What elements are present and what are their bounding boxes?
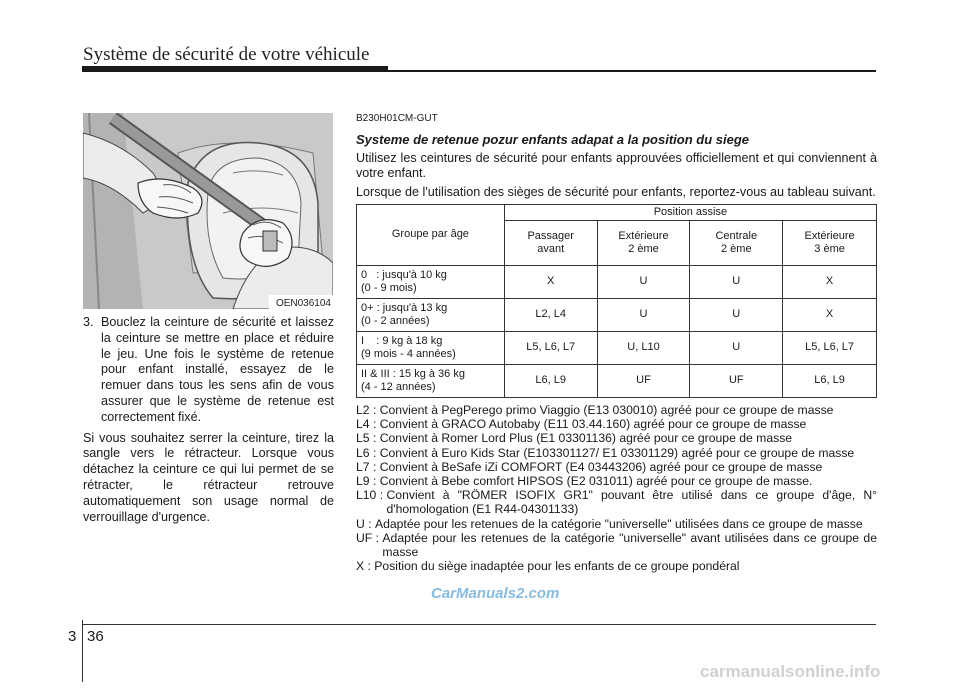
watermark-carmanuals: CarManuals2.com — [431, 585, 560, 602]
section-subtitle: Systeme de retenue pozur enfants adapat a la position du siege — [356, 131, 749, 147]
note-item: UF : Adaptée pour les retenues de la catégorie "universelle" avant utilisées dans ce groupe de masse — [356, 530, 877, 560]
table-cell: L5, L6, L7 — [783, 331, 877, 364]
table-cell: X — [783, 265, 877, 298]
figure-code: OEN036104 — [275, 298, 331, 309]
age-group-header: Groupe par âge — [357, 204, 505, 265]
table-cell: U, L10 — [597, 331, 690, 364]
intro-paragraph-1: Utilisez les ceintures de sécurité pour enfants approuvées officiellement et qui conviennent à votre enfant. — [356, 150, 877, 181]
footer-vertical-rule — [82, 620, 83, 682]
table-row — [357, 265, 877, 298]
chapter-number: 3 — [68, 628, 77, 645]
table-cell: U — [597, 298, 690, 331]
watermark-site: carmanualsonline.info — [700, 662, 881, 681]
instruction-step — [83, 315, 334, 426]
right-column — [356, 111, 877, 573]
header-rule-thin — [82, 70, 876, 72]
page-number: 36 — [87, 628, 104, 645]
note-item: L2 : Convient à PegPerego primo Viaggio (E13 030010) agréé pour ce groupe de masse — [356, 402, 834, 417]
table-row — [357, 298, 877, 331]
intro-paragraph-2: Lorsque de l'utilisation des sièges de sécurité pour enfants, reportez-vous au tableau suivant. — [356, 185, 876, 200]
row-label: I : 9 kg à 18 kg (9 mois - 4 années) — [357, 331, 505, 364]
seat-position-table — [356, 204, 877, 398]
table-cell: L6, L9 — [504, 364, 597, 397]
table-cell: U — [690, 265, 783, 298]
table-cell: L2, L4 — [504, 298, 597, 331]
note-item: L9 : Convient à Bebe comfort HIPSOS (E2 031011) agréé pour ce groupe de masse. — [356, 474, 813, 488]
table-cell: UF — [597, 364, 690, 397]
left-column — [83, 315, 334, 525]
table-row — [357, 331, 877, 364]
seating-position-header: Position assise — [504, 204, 876, 220]
note-item: L6 : Convient à Euro Kids Star (E103301127/ E1 03301129) agréé pour ce groupe de masse — [356, 445, 855, 460]
child-seat-illustration — [83, 113, 333, 309]
table-cell: X — [783, 298, 877, 331]
note-item: L5 : Convient à Romer Lord Plus (E1 03301136) agréé pour ce groupe de masse — [356, 431, 793, 446]
note-item: L4 : Convient à GRACO Autobaby (E11 03.44.160) agréé pour ce groupe de masse — [356, 417, 807, 432]
table-cell: U — [690, 298, 783, 331]
row-label: 0 : jusqu'à 10 kg (0 - 9 mois) — [357, 265, 505, 298]
note-item: U : Adaptée pour les retenues de la catégorie "universelle" utilisées dans ce groupe de masse — [356, 516, 863, 531]
column-header-front-passenger: Passager avant — [504, 220, 597, 265]
note-item: X : Position du siège inadaptée pour les enfants de ce groupe pondéral — [356, 559, 740, 574]
table-cell: U — [690, 331, 783, 364]
column-header-3rd-outer: Extérieure 3 ème — [783, 220, 877, 265]
note-item: L7 : Convient à BeSafe iZi COMFORT (E4 03443206) agréé pour ce groupe de masse — [356, 459, 823, 474]
column-header-2nd-center: Centrale 2 ème — [690, 220, 783, 265]
footer-horizontal-rule — [82, 624, 876, 625]
table-cell: L6, L9 — [783, 364, 877, 397]
row-label: II & III : 15 kg à 36 kg (4 - 12 années) — [357, 364, 505, 397]
table-row — [357, 364, 877, 397]
table-cell: L5, L6, L7 — [504, 331, 597, 364]
row-label: 0+ : jusqu'à 13 kg (0 - 2 années) — [357, 298, 505, 331]
section-code: B230H01CM-GUT — [356, 113, 438, 124]
table-notes — [356, 403, 877, 573]
step-number: 3. — [83, 315, 94, 329]
column-header-2nd-outer: Extérieure 2 ème — [597, 220, 690, 265]
table-cell: X — [504, 265, 597, 298]
step-text: Bouclez la ceinture de sécurité et laissez la ceinture se mettre en place et réduire le jeu. Une fois le système de retenue pour enfant installé, essayez de le remuer dans tous les sens afin de vous assurer que le système de retenue est correctement fixé. — [101, 315, 334, 424]
table-cell: UF — [690, 364, 783, 397]
belt-tightening-paragraph: Si vous souhaitez serrer la ceinture, tirez la sangle vers le rétracteur. Lorsque vous détachez la ceinture ce qui lui permet de se rétracter, le rétracteur retrouve automatiquement son usage normal de verrouillage d'urgence. — [83, 430, 334, 524]
table-cell: U — [597, 265, 690, 298]
note-item: L10 : Convient à "RÖMER ISOFIX GR1" pouvant être utilisé dans ce groupe d'âge, N° d'homologation (E1 R44-04301133) — [356, 488, 877, 517]
page-header-title: Système de sécurité de votre véhicule — [83, 44, 370, 65]
